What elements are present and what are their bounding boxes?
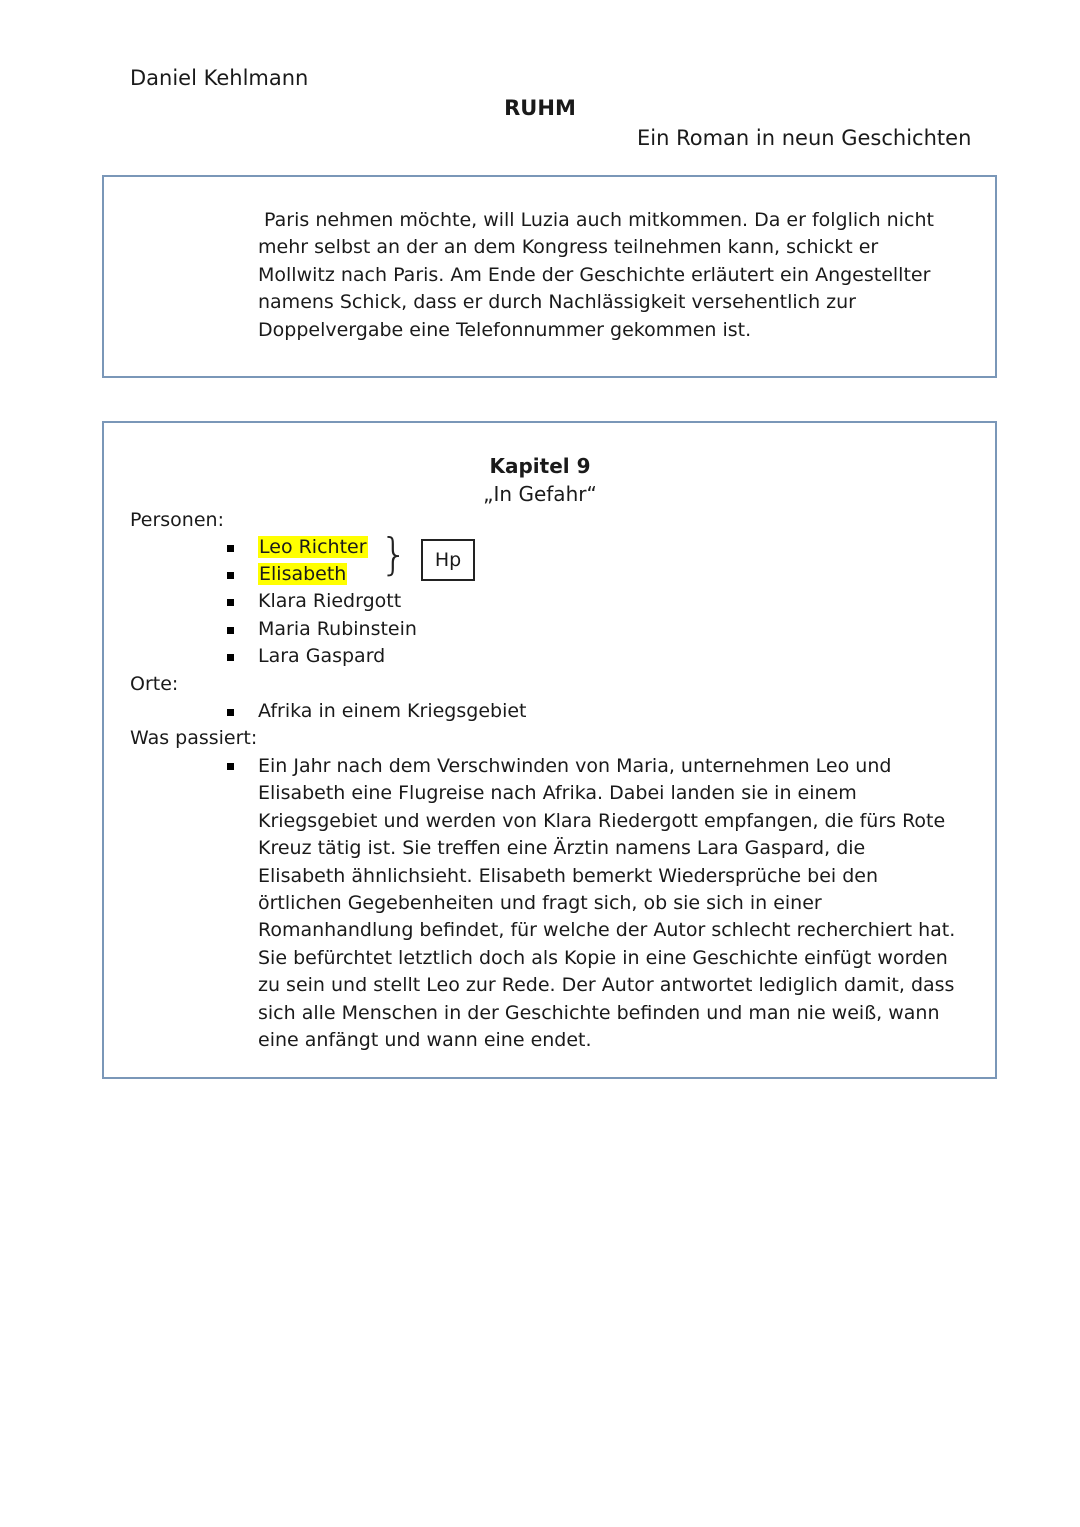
book-subtitle: Ein Roman in neun Geschichten: [637, 126, 972, 150]
events-text: Ein Jahr nach dem Verschwinden von Maria, unternehmen Leo und Elisabeth eine Flugreise nach Afrika. Dabei landen sie in einem Kriegsgebiet und werden von Klara Riedergott empfangen, die fürs Rote Kreuz tätig ist. Sie treffen eine Ärztin namens Lara Gaspard, die Elisabeth ähnlichsieht. Elisabeth bemerkt Wiedersprüche bei den örtlichen Gegebenheiten und fragt sich, ob sie sich in einer Romanhandlung befindet, für welche der Autor schlecht recherchiert hat. Sie befürchtet letztlich doch als Kopie in eine Geschichte einfügt worden zu sein und stellt Leo zur Rede. Der Autor antwortet lediglich damit, dass sich alle Menschen in der Geschichte befinden und man nie weiß, wann eine anfängt und wann eine endet.: [258, 755, 956, 1052]
person-name: Elisabeth: [259, 563, 347, 585]
book-title: RUHM: [504, 96, 576, 120]
person-item: Lara Gaspard: [258, 645, 386, 667]
chapter-subheading: „In Gefahr“: [483, 482, 597, 506]
bullet-icon: [227, 627, 234, 634]
hp-label-box: Hp: [421, 539, 475, 581]
bullet-icon: [227, 572, 234, 579]
person-name: Leo Richter: [259, 536, 367, 558]
persons-label: Personen:: [130, 509, 224, 531]
person-item: Klara Riedrgott: [258, 590, 402, 612]
place-item: Afrika in einem Kriegsgebiet: [258, 700, 527, 722]
bullet-icon: [227, 599, 234, 606]
bullet-icon: [227, 709, 234, 716]
places-label: Orte:: [130, 673, 179, 695]
chapter-heading: Kapitel 9: [489, 454, 591, 478]
summary-text-continued: Paris nehmen möchte, will Luzia auch mitkommen. Da er folglich nicht mehr selbst an der an dem Kongress teilnehmen kann, schickt er Mollwitz nach Paris. Am Ende der Geschichte erläutert ein Angestellter namens Schick, dass er durch Nachlässigkeit versehentlich zur Doppelvergabe eine Telefonnummer gekommen ist.: [258, 209, 940, 341]
person-item: Maria Rubinstein: [258, 618, 417, 640]
events-label: Was passiert:: [130, 727, 258, 749]
person-item: [258, 563, 347, 585]
person-item: [258, 536, 368, 558]
bullet-icon: [227, 654, 234, 661]
bullet-icon: [227, 545, 234, 552]
curly-brace-icon: }: [380, 529, 408, 580]
author-name: Daniel Kehlmann: [130, 66, 309, 90]
bullet-icon: [227, 763, 234, 770]
